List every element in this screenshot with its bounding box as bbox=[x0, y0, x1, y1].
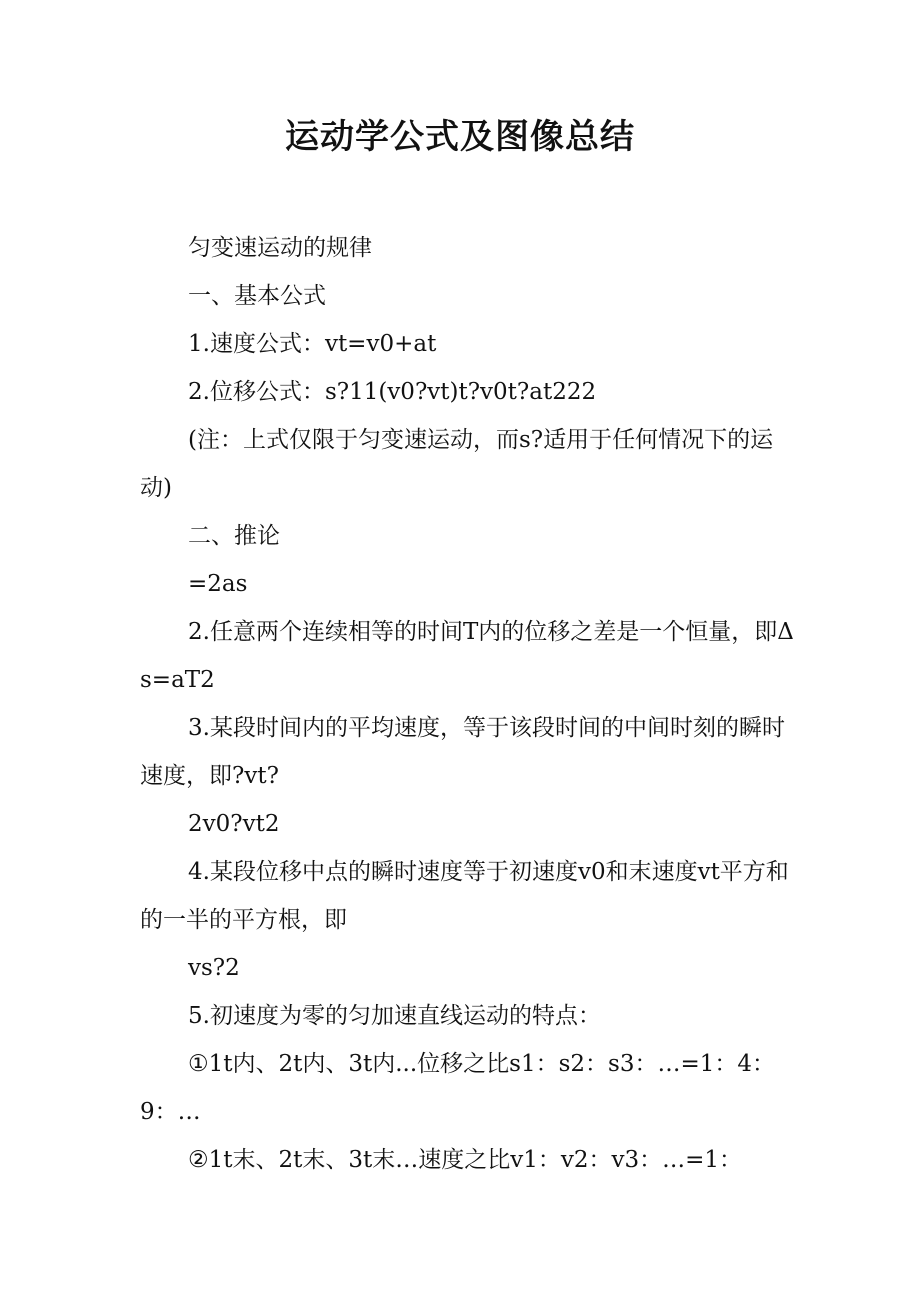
paragraph-corollaries: 二、推论 bbox=[188, 523, 280, 549]
paragraph-basic-formulas: 一、基本公式 bbox=[188, 283, 326, 309]
paragraph-displacement-formula: 2.位移公式：s?11(v0?vt)t?v0t?at222 bbox=[188, 379, 597, 405]
paragraph-section-heading: 匀变速运动的规律 bbox=[188, 235, 372, 261]
paragraph-velocity-formula: 1.速度公式：vt=v0+at bbox=[188, 331, 437, 357]
paragraph-formula-2as: =2as bbox=[188, 571, 248, 597]
paragraph-corollary-2: 2.任意两个连续相等的时间T内的位移之差是一个恒量，即Δs=aT2 bbox=[140, 619, 794, 693]
paragraph-corollary-5: 5.初速度为零的匀加速直线运动的特点： bbox=[188, 1003, 601, 1029]
document-title: 运动学公式及图像总结 bbox=[285, 117, 635, 157]
paragraph-corollary-3: 3.某段时间内的平均速度，等于该段时间的中间时刻的瞬时速度，即?vt? bbox=[140, 715, 785, 789]
paragraph-note: (注：上式仅限于匀变速运动，而s?适用于任何情况下的运动) bbox=[140, 427, 774, 501]
paragraph-velocity-ratio: ②1t末、2t末、3t末…速度之比v1：v2：v3：…=1： bbox=[188, 1147, 743, 1173]
paragraph-formula-average-velocity: 2v0?vt2 bbox=[188, 811, 280, 837]
document-body bbox=[140, 224, 795, 1184]
paragraph-corollary-4: 4.某段位移中点的瞬时速度等于初速度v0和末速度vt平方和的一半的平方根，即 bbox=[140, 859, 789, 933]
paragraph-displacement-ratio: ①1t内、2t内、3t内...位移之比s1：s2：s3：…=1：4：9：… bbox=[140, 1051, 776, 1125]
paragraph-formula-midpoint-velocity: vs?2 bbox=[188, 955, 240, 981]
